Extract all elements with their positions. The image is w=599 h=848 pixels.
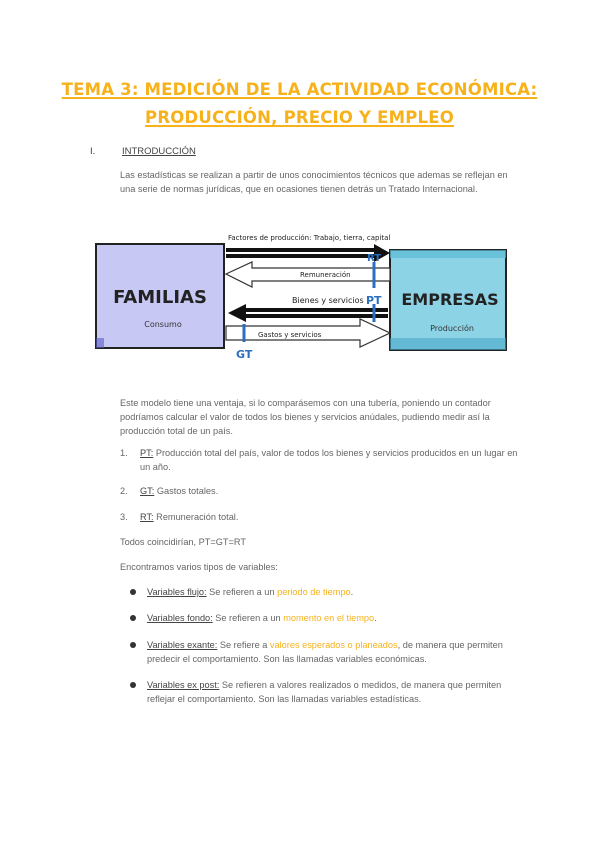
variable-highlight: valores esperados o planeados [269,640,398,650]
variable-highlight: momento en el tiempo [283,613,375,623]
arrow2-label: Remuneración [300,271,351,279]
variable-item-fondo [130,611,510,625]
variable-term: Variables exante: [147,640,218,650]
variable-pre: Se refiere a [217,640,270,650]
arrow1-label: Factores de producción: Trabajo, tierra, capital [228,234,391,242]
empresas-sub: Producción [430,324,474,333]
list-text: Remuneración total. [153,512,239,522]
arrow3-label: Bienes y servicios [292,296,364,305]
tag-gt: GT [236,348,253,361]
list-number: 1. [120,448,128,458]
model-paragraph: Este modelo tiene una ventaja, si lo comparásemos con una tubería, poniendo un contador podríamos calcular el valor de todos los bienes y servicios anúdales, pudiendo medir así la producción total de un país. [120,398,491,436]
bullet-icon [130,682,136,688]
variable-highlight: periodo de tiempo [277,587,351,597]
list-item-rt [120,510,520,524]
list-number: 2. [120,486,128,496]
variable-item-expost [130,678,510,706]
variable-item-flujo [130,585,510,599]
list-item-pt [120,446,520,474]
familias-sub: Consumo [144,320,182,329]
list-text: Gastos totales. [154,486,219,496]
variable-term: Variables flujo: [147,587,207,597]
page-title-line2: PRODUCCIÓN, PRECIO Y EMPLEO [145,108,454,127]
section-label: INTRODUCCIÓN [122,146,196,157]
variable-term: Variables ex post: [147,680,220,690]
familias-title: FAMILIAS [113,287,207,308]
variable-pre: Se refieren a un [206,587,278,597]
variable-item-exante [130,638,510,666]
bullet-icon [130,642,136,648]
variable-term: Variables fondo: [147,613,213,623]
tag-rt: RT [367,253,382,264]
list-term: GT: [140,486,155,496]
variable-post: . [374,613,377,623]
variable-pre: Se refieren a valores realizados o medidos, de manera que permiten reflejar el comportamiento. Son las llamadas variables estadísticas. [147,680,502,704]
section-number: I. [90,146,96,157]
list-item-gt [120,484,520,498]
list-number: 3. [120,512,128,522]
variable-post: . [350,587,354,597]
types-paragraph: Encontramos varios tipos de variables: [120,562,278,572]
tag-pt: PT [366,294,382,307]
arrow4-label: Gastos y servicios [258,331,322,339]
coincide-paragraph: Todos coincidirían, PT=GT=RT [120,537,246,547]
page-title-line1: TEMA 3: MEDICIÓN DE LA ACTIVIDAD ECONÓMICA: [61,80,538,99]
bullet-icon [130,615,136,621]
variable-pre: Se refieren a un [212,613,284,623]
bullet-icon [130,589,136,595]
empresas-title: EMPRESAS [401,290,499,309]
intro-paragraph: Las estadísticas se realizan a partir de unos conocimientos técnicos que ademas se reflejan en una serie de normas jurídicas, que en ocasiones tienen detrás un Tratado Internacional. [120,170,508,194]
list-term: RT: [140,512,154,522]
list-term: PT: [140,448,154,458]
variable-post: , de manera que permiten predecir el comportamiento. Son las llamadas variables económicas. [147,640,503,664]
list-text: Producción total del país, valor de todos los bienes y servicios producidos en un lugar en un año. [140,448,518,472]
